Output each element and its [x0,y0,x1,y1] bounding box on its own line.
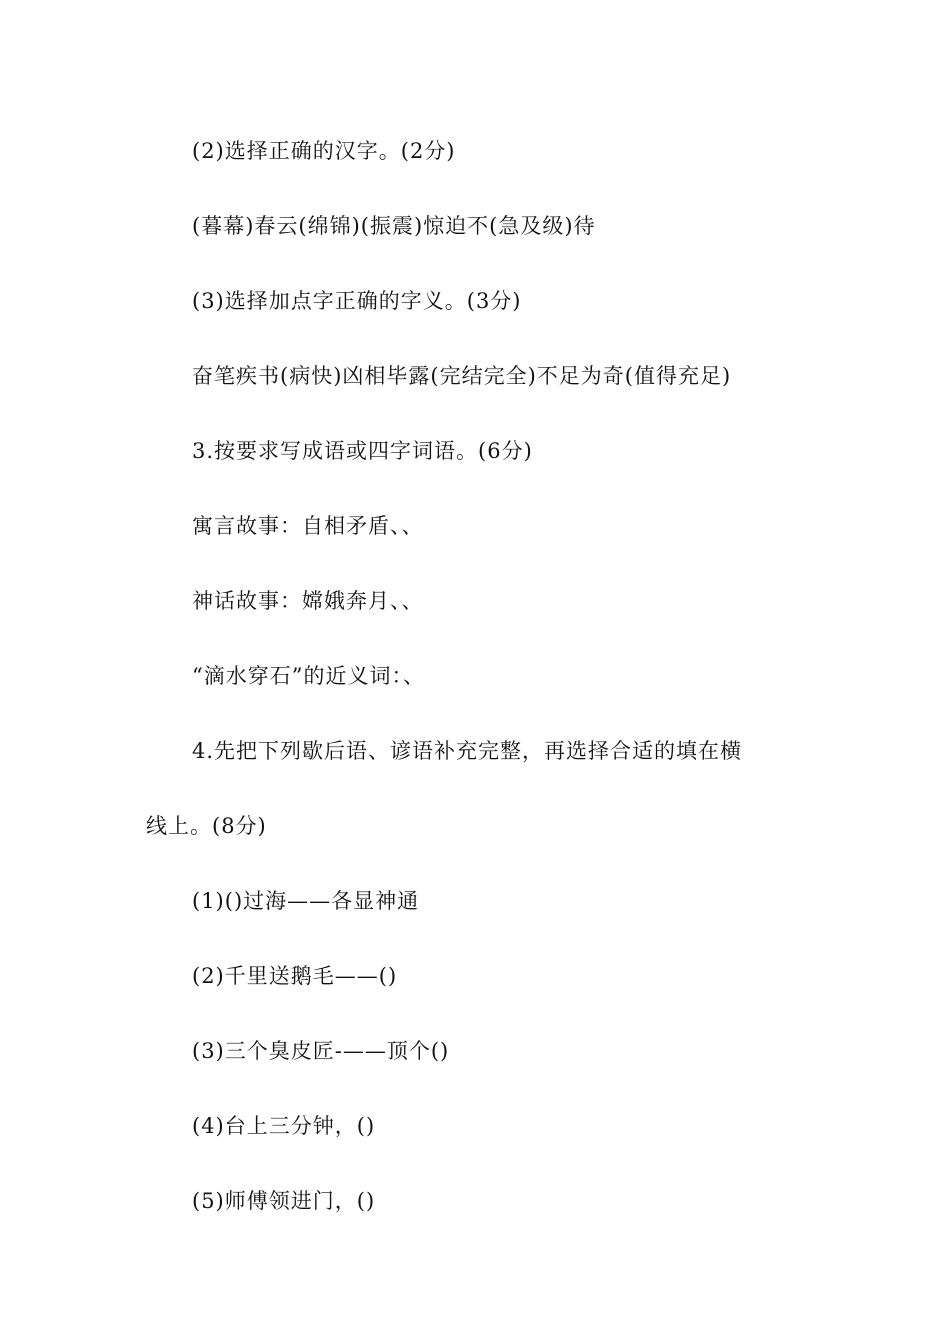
proverb-item-4: (4)台上三分钟，() [192,1114,376,1138]
question-2-3-options: 奋笔疾书(病快)凶相毕露(完结完全)不足为奇(值得充足) [192,364,732,388]
question-2-2-heading: (2)选择正确的汉字。(2分) [192,139,456,163]
myth-stories-line: 神话故事：嫦娥奔月、、 [192,589,424,613]
question-4-heading-continued: 线上。(8分) [146,814,267,838]
question-2-2-options: (暮幕)春云(绵锦)(振震)惊迫不(急及级)待 [192,214,596,238]
proverb-item-2: (2)千里送鹅毛——() [192,964,398,988]
proverb-item-1: (1)()过海——各显神通 [192,889,420,913]
fable-stories-line: 寓言故事：自相矛盾、、 [192,514,424,538]
synonym-line: “滴水穿石”的近义词：、 [192,664,425,688]
proverb-item-5: (5)师傅领进门，() [192,1189,376,1213]
question-4-heading: 4.先把下列歇后语、谚语补充完整，再选择合适的填在横 [192,739,743,763]
question-2-3-heading: (3)选择加点字正确的字义。(3分) [192,289,522,313]
proverb-item-3: (3)三个臭皮匠-——顶个() [192,1039,450,1063]
question-3-heading: 3.按要求写成语或四字词语。(6分) [192,439,533,463]
